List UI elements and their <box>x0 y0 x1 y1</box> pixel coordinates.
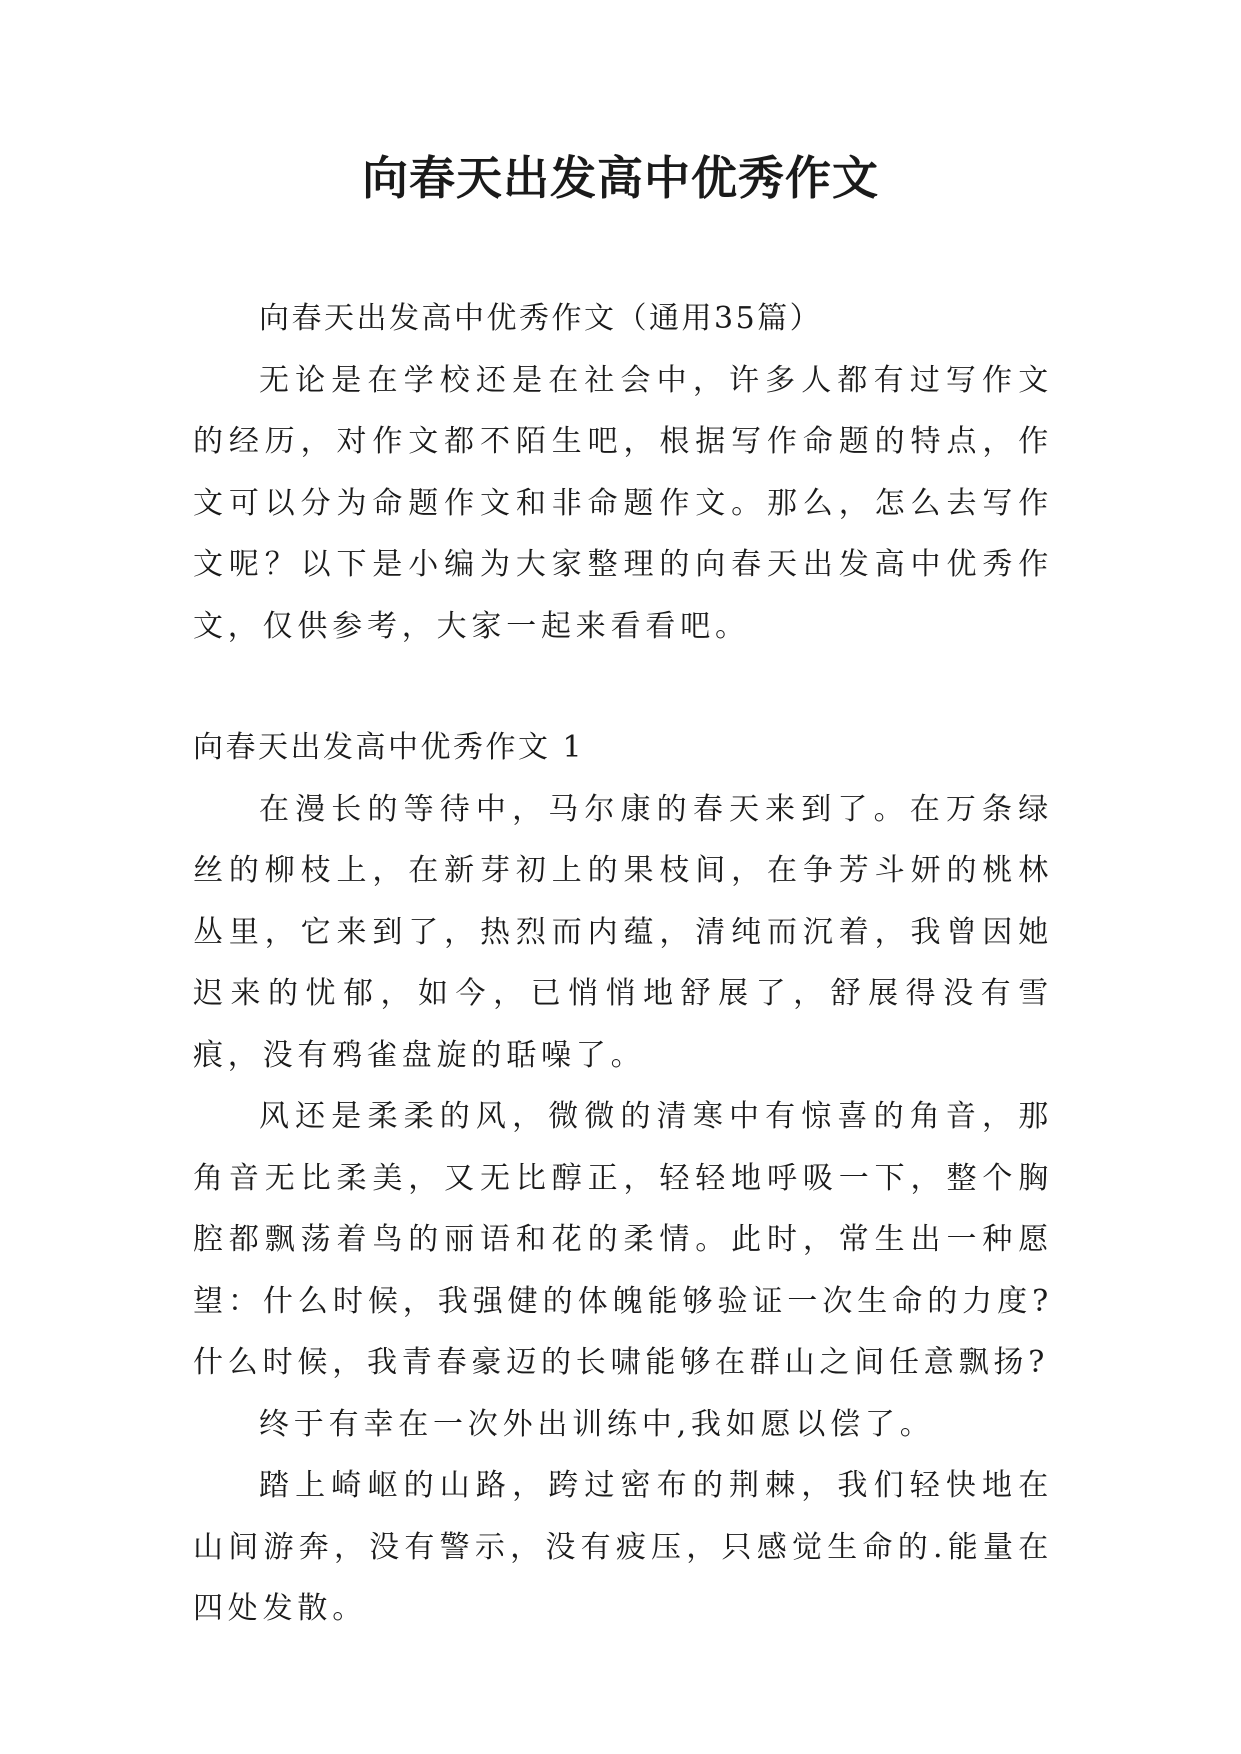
document-body <box>193 288 1053 1640</box>
body-paragraph: 终于有幸在一次外出训练中,我如愿以偿了。 <box>259 1406 935 1442</box>
body-paragraph: 踏上崎岖的山路，跨过密布的荆棘，我们轻快地在山间游奔，没有警示，没有疲压，只感觉生命的.能量在四处发散。 <box>193 1468 1053 1626</box>
body-paragraph: 在漫长的等待中，马尔康的春天来到了。在万条绿丝的柳枝上，在新芽初上的果枝间，在争芳斗妍的桃林丛里，它来到了，热烈而内蕴，清纯而沉着，我曾因她迟来的忧郁，如今，已悄悄地舒展了，舒展得没有雪痕，没有鸦雀盘旋的聒噪了。 <box>193 791 1053 1073</box>
section-heading: 向春天出发高中优秀作文 1 <box>193 730 585 765</box>
document-title: 向春天出发高中优秀作文 <box>362 151 879 205</box>
section-spacer <box>193 657 1053 717</box>
document-subtitle: 向春天出发高中优秀作文（通用35篇） <box>259 301 823 336</box>
body-paragraph: 风还是柔柔的风，微微的清寒中有惊喜的角音，那角音无比柔美，又无比醇正，轻轻地呼吸一下，整个胸腔都飘荡着鸟的丽语和花的柔情。此时，常生出一种愿望：什么时候，我强健的体魄能够验证一次生命的力度?什么时候，我青春豪迈的长啸能够在群山之间任意飘扬? <box>193 1099 1053 1380</box>
intro-paragraph: 无论是在学校还是在社会中，许多人都有过写作文的经历，对作文都不陌生吧，根据写作命题的特点，作文可以分为命题作文和非命题作文。那么，怎么去写作文呢？以下是小编为大家整理的向春天出发高中优秀作文，仅供参考，大家一起来看看吧。 <box>193 362 1053 644</box>
